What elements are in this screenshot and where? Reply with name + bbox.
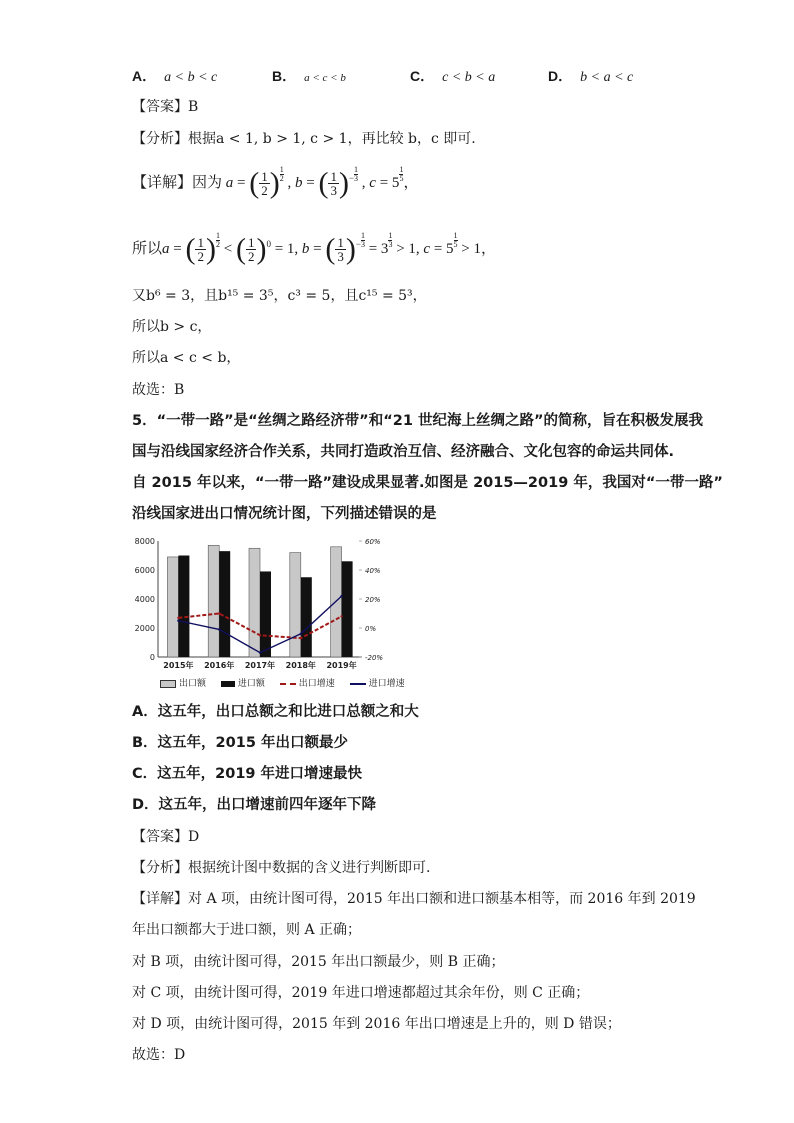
left-tick-label: 8000 [134, 537, 155, 546]
bar-export [249, 548, 260, 657]
x-tick-label: 2015年 [163, 661, 194, 670]
export-growth-point [300, 637, 302, 639]
export-growth-point [177, 617, 179, 619]
bar-import [342, 561, 353, 657]
x-tick-label: 2019年 [326, 661, 357, 670]
bar-export [167, 557, 178, 657]
right-tick-label: -20% [365, 654, 384, 662]
x-tick-label: 2016年 [204, 661, 235, 670]
q5-option-c: C．这五年，2019 年进口增速最快 [132, 766, 363, 782]
bar-import [260, 571, 271, 657]
x-tick-label: 2017年 [244, 661, 276, 670]
bar-import [301, 577, 312, 657]
left-tick-label: 2000 [134, 624, 155, 633]
right-tick-label: 0% [365, 625, 377, 633]
detail-line-more: 又b⁶ = 3，且b¹⁵ = 3⁵，c³ = 5，且c¹⁵ = 5³， [132, 288, 427, 304]
left-tick-label: 4000 [134, 595, 155, 604]
q5-analysis: 【分析】根据统计图中数据的含义进行判断即可. [132, 860, 431, 876]
bar-export [290, 553, 301, 657]
analysis-line: 【分析】根据a < 1, b > 1, c > 1，再比较 b，c 即可. [132, 131, 476, 147]
detail-formula-1: 【详解】因为 a = ( $\frac{1}{2}$ ) $\frac{1}{2}$ , b = ( $\frac{1}{3}$ )− $\frac{1}{3}$ , c = 5 $\frac{1}{5}$ ， [132, 165, 419, 200]
q5-detail-5: 对 D 项，由统计图可得，2015 年到 2016 年出口增速是上升的，则 D 错误； [132, 1016, 621, 1032]
choose-line: 故选：B [132, 382, 185, 398]
q5-answer: 【答案】D [132, 829, 200, 845]
left-tick-label: 6000 [134, 566, 155, 575]
detail-line-order: 所以a < c < b， [132, 350, 241, 366]
q5-option-d: D．这五年，出口增速前四年逐年下降 [132, 797, 377, 813]
option-d: D． b < a < c [548, 68, 634, 85]
right-tick-label: 20% [365, 596, 381, 604]
option-a: A． a < b < c [132, 68, 218, 85]
q5-stem-3: 自 2015 年以来，“一带一路”建设成果显著.如图是 2015—2019 年，我国对“一带一路” [132, 475, 723, 491]
chart-legend [160, 676, 417, 689]
import-growth-point [218, 628, 220, 630]
import-growth-point [340, 595, 342, 597]
legend-import: 进口额 [221, 676, 265, 689]
bar-export [208, 545, 219, 657]
q5-detail-3: 对 B 项，由统计图可得，2015 年出口额最少，则 B 正确； [132, 954, 505, 970]
export-growth-point [218, 612, 220, 614]
import-growth-point [177, 620, 179, 622]
q5-stem-1: 5．“一带一路”是“丝绸之路经济带”和“21 世纪海上丝绸之路”的简称，旨在积极发展我 [132, 413, 703, 429]
right-tick-label: 40% [365, 567, 381, 575]
answer-line: 【答案】B [132, 99, 199, 115]
q5-stem-2: 国与沿线国家经济合作关系，共同打造政治互信、经济融合、文化包容的命运共同体. [132, 444, 675, 460]
import-growth-point [300, 633, 302, 635]
legend-export-growth: 出口增速 [280, 676, 335, 689]
q5-choose: 故选：D [132, 1047, 186, 1063]
q5-option-b: B．这五年，2015 年出口额最少 [132, 735, 348, 751]
q5-stem-4: 沿线国家进出口情况统计图，下列描述错误的是 [132, 506, 437, 522]
q5-option-a: A．这五年，出口总额之和比进口总额之和大 [132, 704, 419, 720]
bar-import [219, 551, 230, 657]
detail-formula-2: 所以a = ( $\frac{1}{2}$ ) $\frac{1}{2}$ < ( $\frac{1}{2}$ )$^0$ = 1, b = ( $\frac{1}{3}$ )− $\frac{1}{3}$ = 3 $\frac{1}{3}$ > 1, c = 5 $\frac{1}{5}$ > 1， [132, 231, 497, 266]
bar-import [178, 556, 189, 658]
x-tick-label: 2018年 [285, 661, 316, 670]
left-tick-label: 0 [149, 653, 155, 662]
right-tick-label: 60% [365, 538, 381, 546]
legend-export: 出口额 [160, 676, 206, 689]
import-growth-point [259, 651, 261, 653]
option-b: B． a < c < b [272, 68, 346, 84]
export-growth-point [340, 615, 342, 617]
detail-line-b-gt-c: 所以b > c， [132, 319, 212, 335]
q5-detail-4: 对 C 项，由统计图可得，2019 年进口增速都超过其余年份，则 C 正确； [132, 985, 590, 1001]
export-growth-point [259, 634, 261, 636]
trade-chart [130, 533, 390, 673]
option-c: C． c < b < a [410, 68, 496, 85]
q5-detail-1: 【详解】对 A 项，由统计图可得，2015 年出口额和进口额基本相等，而 2016 年到 2019 [132, 891, 696, 907]
q5-detail-2: 年出口额都大于进口额，则 A 正确； [132, 922, 362, 938]
legend-import-growth: 进口增速 [350, 676, 405, 689]
